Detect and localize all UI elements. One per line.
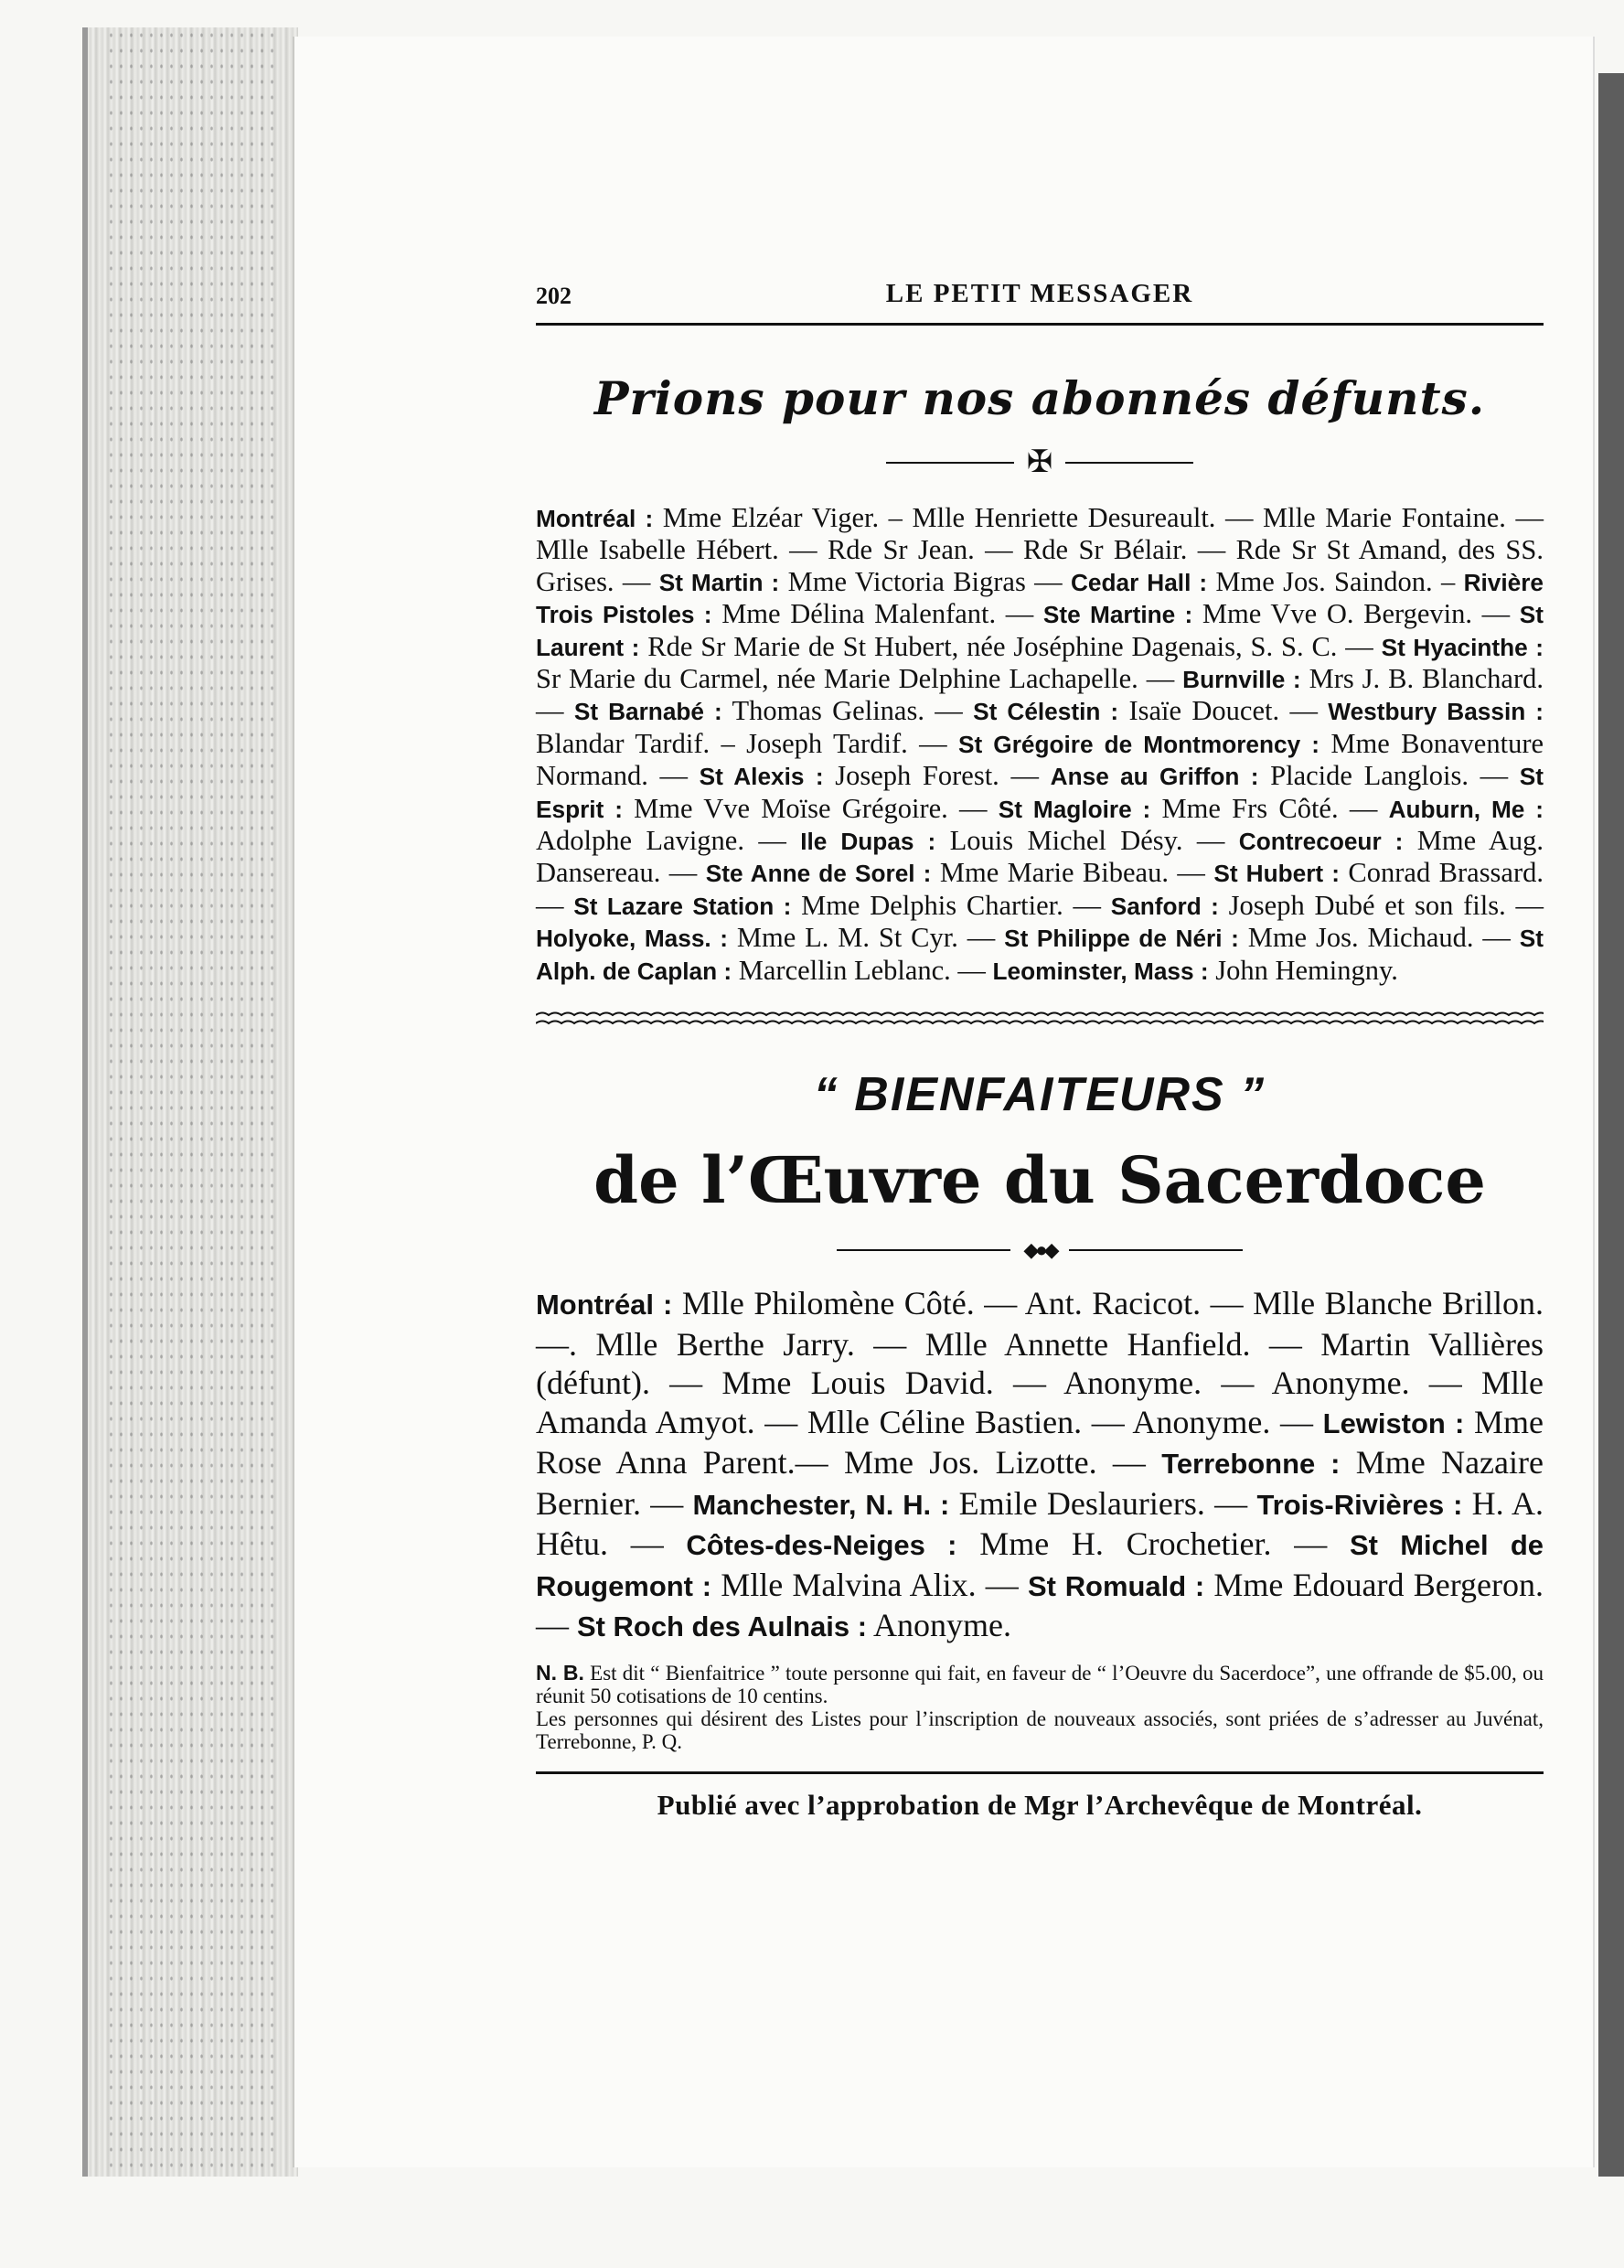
wavy-divider [536, 1007, 1544, 1031]
place-name: Ile Dupas : [800, 828, 936, 856]
page-content [536, 270, 1544, 1822]
diamond-ornament [536, 1240, 1544, 1260]
journal-title: LE PETIT MESSAGER [885, 279, 1194, 308]
note-lead: N. B. [536, 1660, 584, 1685]
names-text: Mme Marie Bibeau. — [931, 857, 1214, 889]
names-text: Mme Vve O. Bergevin. — [1192, 598, 1520, 630]
cross-icon: ✠ [1026, 445, 1053, 479]
names-text: Conrad Brassard. — [536, 857, 1544, 921]
names-text: Isaïe Doucet. — [1118, 695, 1329, 727]
scan-border [1598, 73, 1624, 2177]
place-name: St Hyacinthe : [1381, 633, 1544, 661]
place-name: Westbury Bassin : [1328, 698, 1544, 726]
place-name: Holyoke, Mass. : [536, 925, 728, 953]
names-text: Rde Sr Marie de St Hubert, née Joséphine Dagenais, S. S. C. — [639, 630, 1382, 662]
place-name: St Esprit : [536, 763, 1544, 823]
place-name: Ste Martine : [1042, 601, 1193, 629]
section-title-deceased: Prions pour nos abonnés défunts. [593, 371, 1486, 425]
names-text: Mme Aug. Dansereau. — [536, 825, 1544, 889]
bottom-rule [536, 1771, 1544, 1774]
note-block [536, 1662, 1544, 1753]
approbation-line: Publié avec l’approbation de Mgr l’Archevêque de Montréal. [657, 1788, 1423, 1821]
names-text: Mme Elzéar Viger. – Mlle Henriette Desureault. — Mlle Marie Fontaine. — Mlle Isabelle Hébert. — Rde Sr Jean. — Rde Sr Bélair. — Rde Sr St Amand, des SS. Grises. — [536, 502, 1544, 597]
section-title-benefactors: “ BIENFAITEURS ” [813, 1068, 1266, 1122]
ornament-line [1069, 1249, 1243, 1251]
place-name: St Grégoire de Montmorency : [958, 730, 1320, 758]
place-name: St Alexis : [699, 763, 824, 791]
place-name: St Célestin : [973, 698, 1119, 726]
names-text: Sr Marie du Carmel, née Marie Delphine Lachapelle. — [536, 663, 1183, 695]
place-name: Auburn, Me : [1388, 795, 1544, 823]
page-number: 202 [536, 283, 572, 309]
names-text: Mme Jos. Saindon. – [1207, 565, 1464, 597]
names-text: Mme Rose Anna Parent.— Mme Jos. Lizotte. — [536, 1403, 1544, 1482]
place-name: Anse au Griffon : [1050, 763, 1259, 791]
cross-ornament [536, 447, 1544, 478]
place-name: Montréal : [536, 1289, 673, 1321]
names-text: Mrs J. B. Blanchard. — [536, 663, 1544, 727]
names-text: Mme Delphis Chartier. — [791, 889, 1111, 921]
place-name: St Laurent : [536, 601, 1544, 661]
names-text: Mme Délina Malenfant. — [711, 598, 1043, 630]
place-name: Contrecoeur : [1238, 828, 1404, 856]
place-name: Lewiston : [1322, 1407, 1465, 1439]
place-name: St Alph. de Caplan : [536, 925, 1544, 985]
running-head [536, 270, 1544, 326]
diamond-icon: ◆●◆ [1023, 1238, 1056, 1262]
ornament-line [837, 1249, 1010, 1251]
place-name: Cedar Hall : [1070, 568, 1208, 596]
place-name: Terrebonne : [1161, 1448, 1341, 1481]
names-text: Louis Michel Désy. — [935, 825, 1239, 857]
names-text: Mlle Philomène Côté. — Ant. Racicot. — Mlle Blanche Brillon. —. Mlle Berthe Jarry. — Mlle Annette Hanfield. — Martin Vallières (défunt). — Mme Louis David. — Anonyme. — Anonyme. — Mlle Amanda Amyot. — Mlle Céline Bastien. — Anonyme. — [536, 1285, 1544, 1440]
ornament-line [886, 462, 1014, 464]
names-text: Mme Victoria Bigras — [779, 565, 1071, 597]
ornament-line [1065, 462, 1193, 464]
note-text-1: Est dit “ Bienfaitrice ” toute personne qui fait, en faveur de “ l’Oeuvre du Sacerdoce”, une offrande de $5.00, ou réunit 50 cotisations de 10 centins. [536, 1661, 1544, 1707]
place-name: St Romuald : [1027, 1569, 1205, 1602]
names-text: Mlle Malvina Alix. — [711, 1566, 1028, 1603]
names-text: Anonyme. [867, 1607, 1012, 1644]
names-text: Adolphe Lavigne. — [536, 825, 801, 857]
names-text: Mme H. Crochetier. — [956, 1525, 1350, 1563]
place-name: St Philippe de Néri : [1004, 925, 1239, 953]
names-text: Marcellin Leblanc. — [732, 954, 993, 986]
place-name: St Martin : [658, 568, 780, 596]
benefactors-list [536, 1284, 1544, 1647]
note-text-2: Les personnes qui désirent des Listes pour l’inscription de nouveaux associés, sont priées de s’adresser au Juvénat, Terrebonne, P. Q. [536, 1706, 1544, 1753]
place-name: Côtes-des-Neiges : [686, 1529, 957, 1562]
place-name: St Roch des Aulnais : [577, 1610, 868, 1643]
names-text: Mme Vve Moïse Grégoire. — [622, 792, 999, 824]
place-name: Manchester, N. H. : [692, 1488, 950, 1521]
section-subtitle-oeuvre: de l’Œuvre du Sacerdoce [593, 1142, 1486, 1219]
place-name: Sanford : [1110, 892, 1219, 920]
names-text: John Hemingny. [1208, 954, 1398, 986]
place-name: St Hubert : [1213, 860, 1340, 888]
names-text: Placide Langlois. — [1258, 760, 1520, 792]
deceased-subscribers-list [536, 502, 1544, 987]
names-text: Joseph Dubé et son fils. — [1218, 889, 1544, 921]
names-text: Mme Bonaventure Normand. — [536, 727, 1544, 792]
place-name: St Michel de Rougemont : [536, 1529, 1544, 1602]
place-name: St Barnabé : [573, 698, 722, 726]
place-name: Rivière Trois Pistoles : [536, 568, 1544, 629]
names-text: Joseph Forest. — [823, 760, 1051, 792]
names-text: Mme L. M. St Cyr. — [727, 922, 1005, 954]
place-name: Leominster, Mass : [992, 957, 1209, 985]
book-page [293, 37, 1593, 2167]
place-name: St Magloire : [998, 795, 1151, 823]
names-text: H. A. Hêtu. — [536, 1484, 1544, 1563]
place-name: St Lazare Station : [573, 892, 792, 920]
names-text: Mme Frs Côté. — [1150, 792, 1389, 824]
names-text: Mme Edouard Bergeron. — [536, 1566, 1544, 1644]
names-text: Thomas Gelinas. — [721, 695, 974, 727]
names-text: Emile Deslauriers. — [949, 1484, 1257, 1522]
book-page-edges [82, 27, 298, 2177]
names-text: Mme Nazaire Bernier. — [536, 1444, 1544, 1522]
place-name: Trois-Rivières : [1256, 1488, 1463, 1521]
names-text: Mme Jos. Michaud. — [1238, 922, 1520, 954]
place-name: Montréal : [536, 505, 654, 532]
place-name: Burnville : [1182, 666, 1301, 694]
place-name: Ste Anne de Sorel : [705, 860, 932, 888]
names-text: Blandar Tardif. – Joseph Tardif. — [536, 727, 959, 759]
